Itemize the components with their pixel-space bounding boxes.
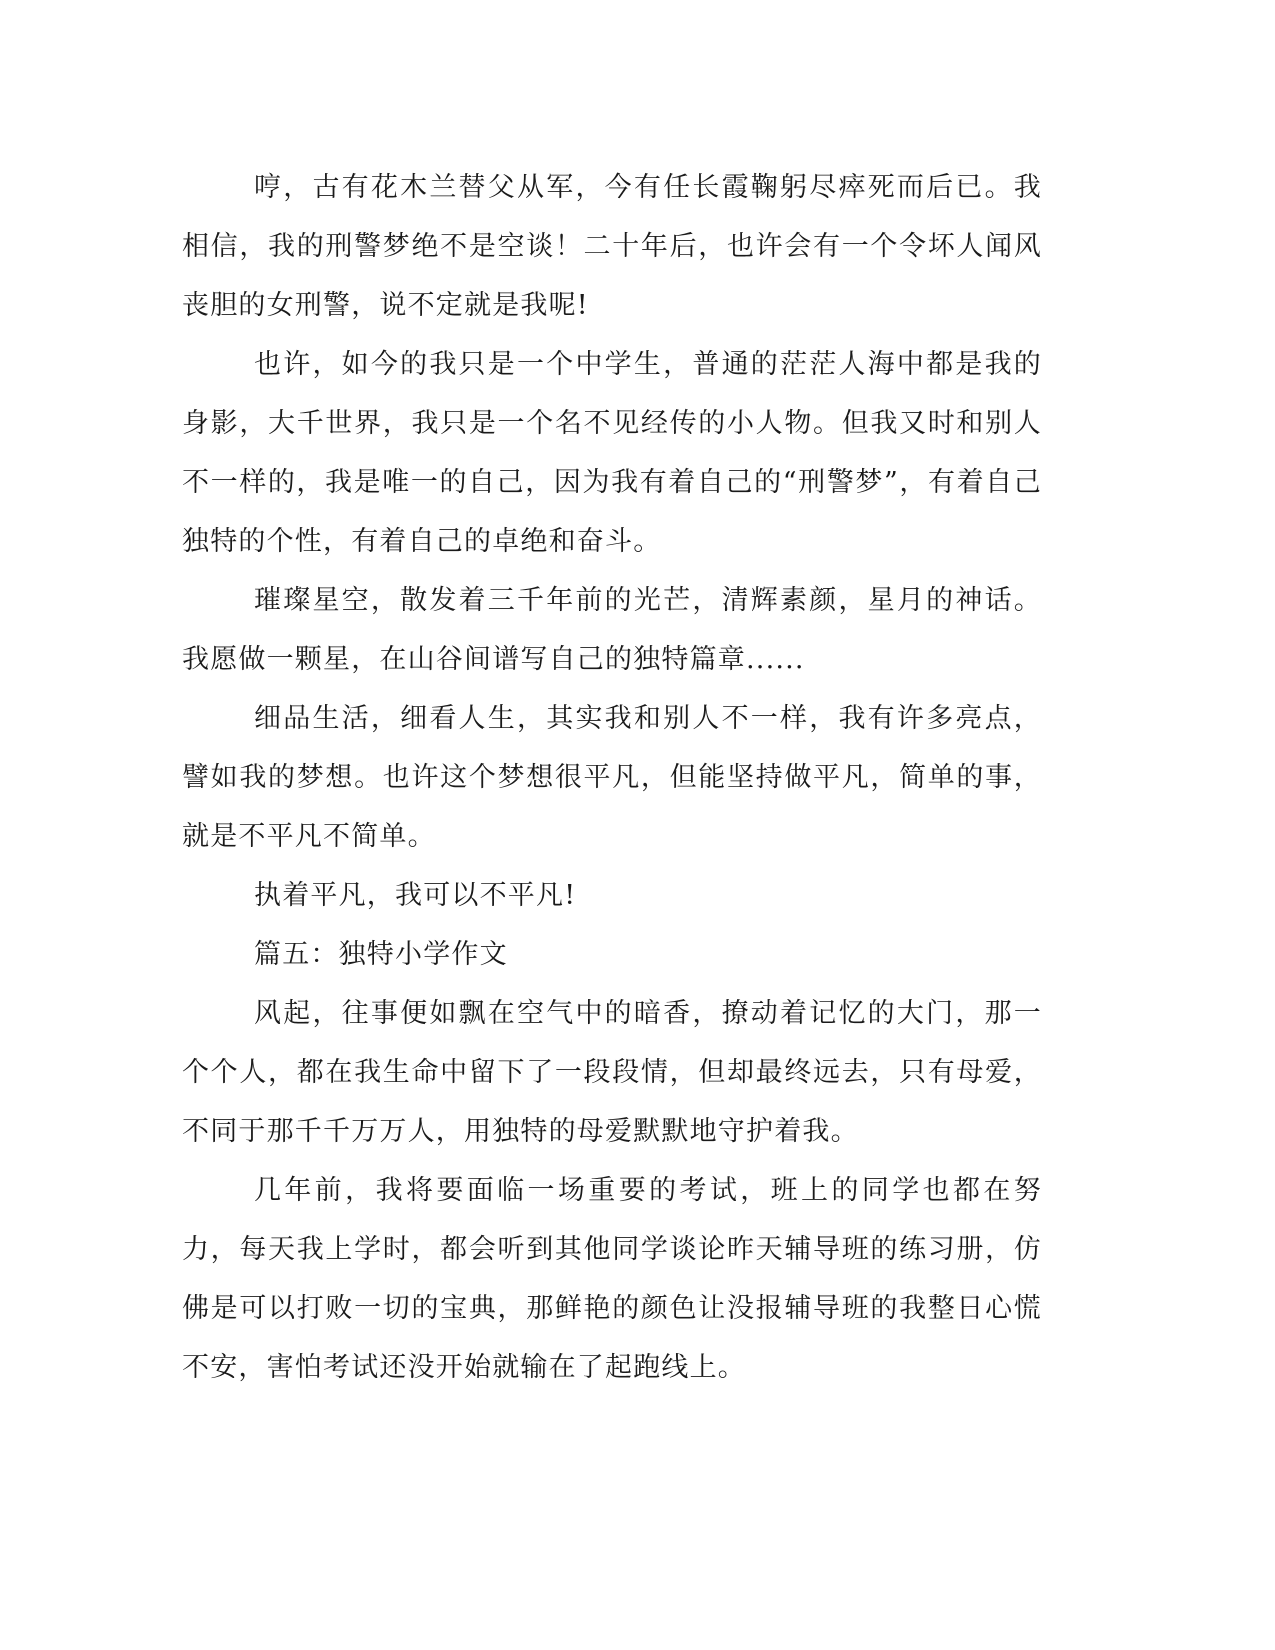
section-paragraph-1: 风起，往事便如飘在空气中的暗香，撩动着记忆的大门，那一个个人，都在我生命中留下了一段段情，但却最终远去，只有母爱，不同于那千千万万人，用独特的母爱默默地守护着我。 (182, 998, 1042, 1147)
paragraph-3: 璀璨星空，散发着三千年前的光芒，清辉素颜，星月的神话。我愿做一颗星，在山谷间谱写自己的独特篇章...... (182, 585, 1042, 675)
paragraph-2: 也许，如今的我只是一个中学生，普通的茫茫人海中都是我的身影，大千世界，我只是一个名不见经传的小人物。但我又时和别人不一样的，我是唯一的自己，因为我有着自己的“刑警梦”，有着自己独特的个性，有着自己的卓绝和奋斗。 (182, 349, 1042, 557)
paragraph-5: 执着平凡，我可以不平凡! (254, 880, 577, 911)
paragraph-4: 细品生活，细看人生，其实我和别人不一样，我有许多亮点，譬如我的梦想。也许这个梦想很平凡，但能坚持做平凡，简单的事，就是不平凡不简单。 (182, 703, 1042, 852)
section-heading: 篇五：独特小学作文 (254, 939, 508, 970)
document-body (182, 158, 1042, 1397)
paragraph-1: 哼，古有花木兰替父从军，今有任长霞鞠躬尽瘁死而后已。我相信，我的刑警梦绝不是空谈！二十年后，也许会有一个令坏人闻风丧胆的女刑警，说不定就是我呢! (182, 172, 1042, 321)
section-paragraph-2: 几年前，我将要面临一场重要的考试，班上的同学也都在努力，每天我上学时，都会听到其他同学谈论昨天辅导班的练习册，仿佛是可以打败一切的宝典，那鲜艳的颜色让没报辅导班的我整日心慌不安，害怕考试还没开始就输在了起跑线上。 (182, 1175, 1042, 1383)
